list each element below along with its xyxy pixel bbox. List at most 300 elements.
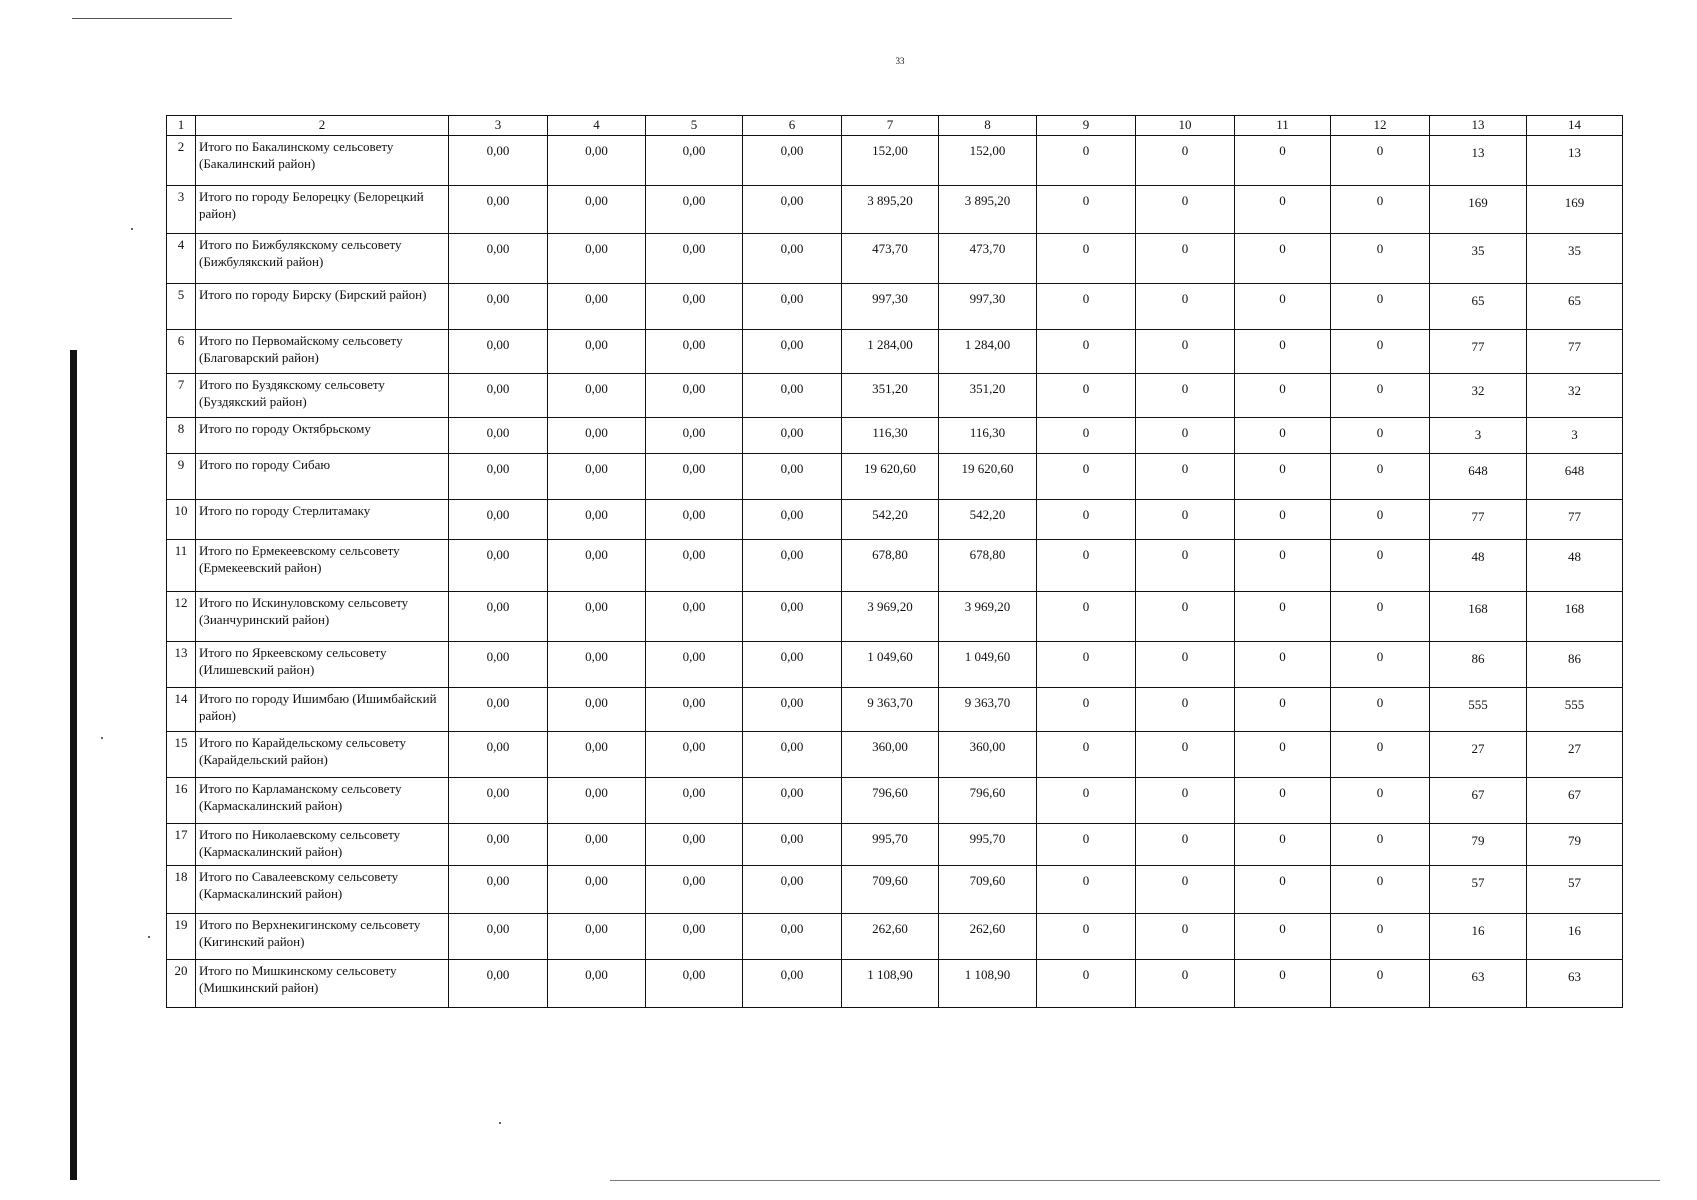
value-cell-col-4: 0,00 bbox=[548, 374, 646, 418]
value-cell-col-6: 0,00 bbox=[743, 688, 842, 732]
value-cell-col-14: 13 bbox=[1527, 136, 1623, 186]
value-cell-col-12: 0 bbox=[1331, 186, 1430, 234]
row-number-cell: 17 bbox=[167, 824, 196, 866]
value-cell-col-13: 3 bbox=[1430, 418, 1527, 454]
value-cell-col-5: 0,00 bbox=[646, 866, 743, 914]
row-name-cell: Итого по Верхнекигинскому сельсовету (Кигинский район) bbox=[196, 914, 449, 960]
report-table bbox=[166, 115, 1623, 1008]
value-cell-col-14: 48 bbox=[1527, 540, 1623, 592]
value-cell-col-10: 0 bbox=[1136, 688, 1235, 732]
value-cell-col-7: 473,70 bbox=[842, 234, 939, 284]
value-cell-col-8: 116,30 bbox=[939, 418, 1037, 454]
row-name-cell: Итого по Ермекеевскому сельсовету (Ермекеевский район) bbox=[196, 540, 449, 592]
value-cell-col-9: 0 bbox=[1037, 136, 1136, 186]
value-cell-col-8: 709,60 bbox=[939, 866, 1037, 914]
table-row bbox=[167, 136, 1623, 186]
value-cell-col-11: 0 bbox=[1235, 500, 1331, 540]
value-cell-col-14: 16 bbox=[1527, 914, 1623, 960]
value-cell-col-13: 555 bbox=[1430, 688, 1527, 732]
value-cell-col-10: 0 bbox=[1136, 186, 1235, 234]
value-cell-col-10: 0 bbox=[1136, 642, 1235, 688]
value-cell-col-9: 0 bbox=[1037, 960, 1136, 1008]
column-header-10: 10 bbox=[1136, 116, 1235, 136]
value-cell-col-10: 0 bbox=[1136, 374, 1235, 418]
row-number-cell: 3 bbox=[167, 186, 196, 234]
value-cell-col-8: 262,60 bbox=[939, 914, 1037, 960]
value-cell-col-12: 0 bbox=[1331, 540, 1430, 592]
value-cell-col-12: 0 bbox=[1331, 914, 1430, 960]
value-cell-col-9: 0 bbox=[1037, 454, 1136, 500]
table-row bbox=[167, 374, 1623, 418]
value-cell-col-6: 0,00 bbox=[743, 136, 842, 186]
value-cell-col-11: 0 bbox=[1235, 592, 1331, 642]
table-row bbox=[167, 592, 1623, 642]
scan-speck bbox=[131, 228, 133, 230]
value-cell-col-14: 63 bbox=[1527, 960, 1623, 1008]
value-cell-col-8: 3 969,20 bbox=[939, 592, 1037, 642]
value-cell-col-10: 0 bbox=[1136, 454, 1235, 500]
value-cell-col-8: 473,70 bbox=[939, 234, 1037, 284]
value-cell-col-10: 0 bbox=[1136, 284, 1235, 330]
value-cell-col-11: 0 bbox=[1235, 960, 1331, 1008]
value-cell-col-13: 57 bbox=[1430, 866, 1527, 914]
value-cell-col-7: 709,60 bbox=[842, 866, 939, 914]
value-cell-col-8: 1 049,60 bbox=[939, 642, 1037, 688]
value-cell-col-5: 0,00 bbox=[646, 500, 743, 540]
value-cell-col-12: 0 bbox=[1331, 136, 1430, 186]
row-number-cell: 19 bbox=[167, 914, 196, 960]
value-cell-col-5: 0,00 bbox=[646, 186, 743, 234]
value-cell-col-9: 0 bbox=[1037, 914, 1136, 960]
column-header-5: 5 bbox=[646, 116, 743, 136]
value-cell-col-13: 169 bbox=[1430, 186, 1527, 234]
value-cell-col-6: 0,00 bbox=[743, 186, 842, 234]
table-header-row bbox=[167, 116, 1623, 136]
value-cell-col-12: 0 bbox=[1331, 778, 1430, 824]
value-cell-col-13: 63 bbox=[1430, 960, 1527, 1008]
value-cell-col-12: 0 bbox=[1331, 234, 1430, 284]
value-cell-col-8: 678,80 bbox=[939, 540, 1037, 592]
column-header-7: 7 bbox=[842, 116, 939, 136]
column-header-6: 6 bbox=[743, 116, 842, 136]
value-cell-col-13: 16 bbox=[1430, 914, 1527, 960]
row-name-cell: Итого по городу Ишимбаю (Ишимбайский район) bbox=[196, 688, 449, 732]
value-cell-col-10: 0 bbox=[1136, 778, 1235, 824]
value-cell-col-5: 0,00 bbox=[646, 914, 743, 960]
table-row bbox=[167, 540, 1623, 592]
value-cell-col-5: 0,00 bbox=[646, 136, 743, 186]
value-cell-col-9: 0 bbox=[1037, 500, 1136, 540]
scan-speck bbox=[148, 936, 150, 938]
value-cell-col-10: 0 bbox=[1136, 234, 1235, 284]
row-name-cell: Итого по городу Бирску (Бирский район) bbox=[196, 284, 449, 330]
value-cell-col-9: 0 bbox=[1037, 374, 1136, 418]
value-cell-col-11: 0 bbox=[1235, 330, 1331, 374]
value-cell-col-13: 27 bbox=[1430, 732, 1527, 778]
value-cell-col-12: 0 bbox=[1331, 500, 1430, 540]
value-cell-col-13: 79 bbox=[1430, 824, 1527, 866]
value-cell-col-9: 0 bbox=[1037, 234, 1136, 284]
value-cell-col-9: 0 bbox=[1037, 418, 1136, 454]
table-row bbox=[167, 688, 1623, 732]
value-cell-col-12: 0 bbox=[1331, 960, 1430, 1008]
value-cell-col-6: 0,00 bbox=[743, 866, 842, 914]
value-cell-col-12: 0 bbox=[1331, 642, 1430, 688]
table-row bbox=[167, 234, 1623, 284]
value-cell-col-9: 0 bbox=[1037, 732, 1136, 778]
row-number-cell: 7 bbox=[167, 374, 196, 418]
value-cell-col-6: 0,00 bbox=[743, 592, 842, 642]
table-row bbox=[167, 866, 1623, 914]
value-cell-col-3: 0,00 bbox=[449, 234, 548, 284]
column-header-4: 4 bbox=[548, 116, 646, 136]
value-cell-col-8: 796,60 bbox=[939, 778, 1037, 824]
value-cell-col-3: 0,00 bbox=[449, 778, 548, 824]
value-cell-col-7: 1 049,60 bbox=[842, 642, 939, 688]
value-cell-col-5: 0,00 bbox=[646, 418, 743, 454]
row-name-cell: Итого по Бакалинскому сельсовету (Бакалинский район) bbox=[196, 136, 449, 186]
value-cell-col-4: 0,00 bbox=[548, 540, 646, 592]
column-header-11: 11 bbox=[1235, 116, 1331, 136]
value-cell-col-7: 542,20 bbox=[842, 500, 939, 540]
value-cell-col-6: 0,00 bbox=[743, 374, 842, 418]
value-cell-col-8: 542,20 bbox=[939, 500, 1037, 540]
page-number: 33 bbox=[895, 56, 905, 66]
value-cell-col-12: 0 bbox=[1331, 454, 1430, 500]
value-cell-col-9: 0 bbox=[1037, 866, 1136, 914]
value-cell-col-14: 555 bbox=[1527, 688, 1623, 732]
row-name-cell: Итого по Карайдельскому сельсовету (Карайдельский район) bbox=[196, 732, 449, 778]
row-number-cell: 6 bbox=[167, 330, 196, 374]
value-cell-col-14: 169 bbox=[1527, 186, 1623, 234]
row-name-cell: Итого по Буздякскому сельсовету (Буздякский район) bbox=[196, 374, 449, 418]
value-cell-col-5: 0,00 bbox=[646, 330, 743, 374]
row-number-cell: 18 bbox=[167, 866, 196, 914]
value-cell-col-10: 0 bbox=[1136, 540, 1235, 592]
value-cell-col-3: 0,00 bbox=[449, 592, 548, 642]
column-header-2: 2 bbox=[196, 116, 449, 136]
value-cell-col-11: 0 bbox=[1235, 374, 1331, 418]
value-cell-col-10: 0 bbox=[1136, 418, 1235, 454]
value-cell-col-10: 0 bbox=[1136, 824, 1235, 866]
value-cell-col-7: 19 620,60 bbox=[842, 454, 939, 500]
row-number-cell: 14 bbox=[167, 688, 196, 732]
value-cell-col-10: 0 bbox=[1136, 960, 1235, 1008]
value-cell-col-8: 995,70 bbox=[939, 824, 1037, 866]
value-cell-col-4: 0,00 bbox=[548, 824, 646, 866]
table-row bbox=[167, 960, 1623, 1008]
value-cell-col-11: 0 bbox=[1235, 824, 1331, 866]
value-cell-col-6: 0,00 bbox=[743, 330, 842, 374]
row-name-cell: Итого по Карламанскому сельсовету (Кармаскалинский район) bbox=[196, 778, 449, 824]
report-table-body bbox=[167, 116, 1623, 1008]
value-cell-col-14: 77 bbox=[1527, 500, 1623, 540]
value-cell-col-5: 0,00 bbox=[646, 778, 743, 824]
value-cell-col-7: 3 969,20 bbox=[842, 592, 939, 642]
column-header-9: 9 bbox=[1037, 116, 1136, 136]
row-name-cell: Итого по городу Октябрьскому bbox=[196, 418, 449, 454]
value-cell-col-8: 3 895,20 bbox=[939, 186, 1037, 234]
value-cell-col-6: 0,00 bbox=[743, 914, 842, 960]
value-cell-col-9: 0 bbox=[1037, 540, 1136, 592]
value-cell-col-9: 0 bbox=[1037, 642, 1136, 688]
column-header-13: 13 bbox=[1430, 116, 1527, 136]
value-cell-col-7: 152,00 bbox=[842, 136, 939, 186]
value-cell-col-14: 79 bbox=[1527, 824, 1623, 866]
row-name-cell: Итого по Мишкинскому сельсовету (Мишкинский район) bbox=[196, 960, 449, 1008]
row-number-cell: 10 bbox=[167, 500, 196, 540]
value-cell-col-14: 35 bbox=[1527, 234, 1623, 284]
value-cell-col-13: 35 bbox=[1430, 234, 1527, 284]
column-header-1: 1 bbox=[167, 116, 196, 136]
value-cell-col-11: 0 bbox=[1235, 642, 1331, 688]
value-cell-col-13: 32 bbox=[1430, 374, 1527, 418]
value-cell-col-13: 65 bbox=[1430, 284, 1527, 330]
table-row bbox=[167, 284, 1623, 330]
value-cell-col-7: 997,30 bbox=[842, 284, 939, 330]
value-cell-col-7: 3 895,20 bbox=[842, 186, 939, 234]
row-number-cell: 13 bbox=[167, 642, 196, 688]
row-name-cell: Итого по городу Белорецку (Белорецкий район) bbox=[196, 186, 449, 234]
value-cell-col-14: 86 bbox=[1527, 642, 1623, 688]
table-row bbox=[167, 824, 1623, 866]
value-cell-col-4: 0,00 bbox=[548, 330, 646, 374]
value-cell-col-5: 0,00 bbox=[646, 234, 743, 284]
value-cell-col-3: 0,00 bbox=[449, 500, 548, 540]
value-cell-col-10: 0 bbox=[1136, 592, 1235, 642]
row-name-cell: Итого по Николаевскому сельсовету (Кармаскалинский район) bbox=[196, 824, 449, 866]
value-cell-col-13: 168 bbox=[1430, 592, 1527, 642]
value-cell-col-7: 351,20 bbox=[842, 374, 939, 418]
value-cell-col-11: 0 bbox=[1235, 418, 1331, 454]
column-header-3: 3 bbox=[449, 116, 548, 136]
value-cell-col-5: 0,00 bbox=[646, 454, 743, 500]
value-cell-col-4: 0,00 bbox=[548, 454, 646, 500]
value-cell-col-6: 0,00 bbox=[743, 234, 842, 284]
value-cell-col-14: 67 bbox=[1527, 778, 1623, 824]
value-cell-col-9: 0 bbox=[1037, 824, 1136, 866]
value-cell-col-3: 0,00 bbox=[449, 914, 548, 960]
table-row bbox=[167, 418, 1623, 454]
value-cell-col-3: 0,00 bbox=[449, 642, 548, 688]
value-cell-col-3: 0,00 bbox=[449, 688, 548, 732]
value-cell-col-11: 0 bbox=[1235, 454, 1331, 500]
value-cell-col-12: 0 bbox=[1331, 688, 1430, 732]
row-number-cell: 16 bbox=[167, 778, 196, 824]
value-cell-col-7: 796,60 bbox=[842, 778, 939, 824]
row-name-cell: Итого по городу Сибаю bbox=[196, 454, 449, 500]
row-number-cell: 15 bbox=[167, 732, 196, 778]
value-cell-col-8: 360,00 bbox=[939, 732, 1037, 778]
value-cell-col-5: 0,00 bbox=[646, 284, 743, 330]
column-header-14: 14 bbox=[1527, 116, 1623, 136]
value-cell-col-4: 0,00 bbox=[548, 592, 646, 642]
value-cell-col-8: 19 620,60 bbox=[939, 454, 1037, 500]
value-cell-col-14: 27 bbox=[1527, 732, 1623, 778]
value-cell-col-5: 0,00 bbox=[646, 642, 743, 688]
row-name-cell: Итого по городу Стерлитамаку bbox=[196, 500, 449, 540]
value-cell-col-13: 13 bbox=[1430, 136, 1527, 186]
value-cell-col-12: 0 bbox=[1331, 418, 1430, 454]
value-cell-col-4: 0,00 bbox=[548, 914, 646, 960]
value-cell-col-5: 0,00 bbox=[646, 824, 743, 866]
value-cell-col-11: 0 bbox=[1235, 688, 1331, 732]
value-cell-col-4: 0,00 bbox=[548, 778, 646, 824]
table-row bbox=[167, 778, 1623, 824]
value-cell-col-3: 0,00 bbox=[449, 418, 548, 454]
value-cell-col-4: 0,00 bbox=[548, 688, 646, 732]
table-row bbox=[167, 732, 1623, 778]
value-cell-col-4: 0,00 bbox=[548, 866, 646, 914]
value-cell-col-6: 0,00 bbox=[743, 540, 842, 592]
value-cell-col-13: 48 bbox=[1430, 540, 1527, 592]
value-cell-col-7: 360,00 bbox=[842, 732, 939, 778]
value-cell-col-12: 0 bbox=[1331, 592, 1430, 642]
value-cell-col-14: 32 bbox=[1527, 374, 1623, 418]
value-cell-col-9: 0 bbox=[1037, 186, 1136, 234]
value-cell-col-13: 67 bbox=[1430, 778, 1527, 824]
table-row bbox=[167, 642, 1623, 688]
value-cell-col-4: 0,00 bbox=[548, 284, 646, 330]
top-rule-line bbox=[72, 18, 232, 19]
value-cell-col-4: 0,00 bbox=[548, 500, 646, 540]
row-number-cell: 4 bbox=[167, 234, 196, 284]
value-cell-col-14: 168 bbox=[1527, 592, 1623, 642]
value-cell-col-14: 77 bbox=[1527, 330, 1623, 374]
value-cell-col-13: 648 bbox=[1430, 454, 1527, 500]
value-cell-col-5: 0,00 bbox=[646, 540, 743, 592]
value-cell-col-7: 1 284,00 bbox=[842, 330, 939, 374]
value-cell-col-10: 0 bbox=[1136, 136, 1235, 186]
table-row bbox=[167, 500, 1623, 540]
value-cell-col-6: 0,00 bbox=[743, 732, 842, 778]
value-cell-col-13: 77 bbox=[1430, 500, 1527, 540]
value-cell-col-3: 0,00 bbox=[449, 732, 548, 778]
scan-speck bbox=[101, 737, 103, 739]
value-cell-col-4: 0,00 bbox=[548, 136, 646, 186]
value-cell-col-4: 0,00 bbox=[548, 418, 646, 454]
value-cell-col-14: 648 bbox=[1527, 454, 1623, 500]
value-cell-col-8: 1 108,90 bbox=[939, 960, 1037, 1008]
value-cell-col-9: 0 bbox=[1037, 688, 1136, 732]
value-cell-col-7: 1 108,90 bbox=[842, 960, 939, 1008]
value-cell-col-14: 3 bbox=[1527, 418, 1623, 454]
value-cell-col-3: 0,00 bbox=[449, 540, 548, 592]
table-row bbox=[167, 914, 1623, 960]
value-cell-col-9: 0 bbox=[1037, 330, 1136, 374]
value-cell-col-11: 0 bbox=[1235, 914, 1331, 960]
value-cell-col-11: 0 bbox=[1235, 778, 1331, 824]
value-cell-col-8: 1 284,00 bbox=[939, 330, 1037, 374]
value-cell-col-8: 152,00 bbox=[939, 136, 1037, 186]
value-cell-col-12: 0 bbox=[1331, 866, 1430, 914]
scan-edge-bar bbox=[70, 350, 77, 1180]
row-name-cell: Итого по Искинуловскому сельсовету (Зианчуринский район) bbox=[196, 592, 449, 642]
table-row bbox=[167, 454, 1623, 500]
value-cell-col-11: 0 bbox=[1235, 866, 1331, 914]
value-cell-col-9: 0 bbox=[1037, 592, 1136, 642]
bottom-rule-line bbox=[610, 1180, 1660, 1181]
value-cell-col-3: 0,00 bbox=[449, 186, 548, 234]
row-name-cell: Итого по Яркеевскому сельсовету (Илишевский район) bbox=[196, 642, 449, 688]
value-cell-col-4: 0,00 bbox=[548, 234, 646, 284]
value-cell-col-10: 0 bbox=[1136, 500, 1235, 540]
value-cell-col-4: 0,00 bbox=[548, 960, 646, 1008]
value-cell-col-6: 0,00 bbox=[743, 500, 842, 540]
value-cell-col-4: 0,00 bbox=[548, 186, 646, 234]
value-cell-col-11: 0 bbox=[1235, 234, 1331, 284]
value-cell-col-7: 678,80 bbox=[842, 540, 939, 592]
value-cell-col-11: 0 bbox=[1235, 732, 1331, 778]
value-cell-col-12: 0 bbox=[1331, 330, 1430, 374]
value-cell-col-5: 0,00 bbox=[646, 688, 743, 732]
row-number-cell: 8 bbox=[167, 418, 196, 454]
column-header-8: 8 bbox=[939, 116, 1037, 136]
value-cell-col-9: 0 bbox=[1037, 778, 1136, 824]
value-cell-col-11: 0 bbox=[1235, 540, 1331, 592]
value-cell-col-6: 0,00 bbox=[743, 824, 842, 866]
value-cell-col-6: 0,00 bbox=[743, 642, 842, 688]
value-cell-col-12: 0 bbox=[1331, 732, 1430, 778]
scan-speck bbox=[499, 1122, 501, 1124]
value-cell-col-11: 0 bbox=[1235, 136, 1331, 186]
value-cell-col-7: 995,70 bbox=[842, 824, 939, 866]
value-cell-col-8: 9 363,70 bbox=[939, 688, 1037, 732]
row-number-cell: 20 bbox=[167, 960, 196, 1008]
value-cell-col-10: 0 bbox=[1136, 330, 1235, 374]
value-cell-col-4: 0,00 bbox=[548, 732, 646, 778]
value-cell-col-10: 0 bbox=[1136, 866, 1235, 914]
column-header-12: 12 bbox=[1331, 116, 1430, 136]
row-name-cell: Итого по Бижбулякскому сельсовету (Бижбулякский район) bbox=[196, 234, 449, 284]
row-number-cell: 5 bbox=[167, 284, 196, 330]
value-cell-col-5: 0,00 bbox=[646, 732, 743, 778]
value-cell-col-3: 0,00 bbox=[449, 330, 548, 374]
value-cell-col-12: 0 bbox=[1331, 374, 1430, 418]
value-cell-col-9: 0 bbox=[1037, 284, 1136, 330]
value-cell-col-13: 77 bbox=[1430, 330, 1527, 374]
value-cell-col-3: 0,00 bbox=[449, 866, 548, 914]
value-cell-col-6: 0,00 bbox=[743, 454, 842, 500]
value-cell-col-6: 0,00 bbox=[743, 778, 842, 824]
value-cell-col-12: 0 bbox=[1331, 284, 1430, 330]
value-cell-col-3: 0,00 bbox=[449, 374, 548, 418]
value-cell-col-6: 0,00 bbox=[743, 284, 842, 330]
value-cell-col-8: 997,30 bbox=[939, 284, 1037, 330]
table-row bbox=[167, 186, 1623, 234]
value-cell-col-3: 0,00 bbox=[449, 284, 548, 330]
row-name-cell: Итого по Савалеевскому сельсовету (Кармаскалинский район) bbox=[196, 866, 449, 914]
value-cell-col-5: 0,00 bbox=[646, 960, 743, 1008]
value-cell-col-5: 0,00 bbox=[646, 374, 743, 418]
value-cell-col-10: 0 bbox=[1136, 914, 1235, 960]
row-number-cell: 9 bbox=[167, 454, 196, 500]
value-cell-col-14: 57 bbox=[1527, 866, 1623, 914]
row-number-cell: 11 bbox=[167, 540, 196, 592]
value-cell-col-3: 0,00 bbox=[449, 454, 548, 500]
value-cell-col-12: 0 bbox=[1331, 824, 1430, 866]
value-cell-col-6: 0,00 bbox=[743, 960, 842, 1008]
value-cell-col-3: 0,00 bbox=[449, 136, 548, 186]
value-cell-col-14: 65 bbox=[1527, 284, 1623, 330]
value-cell-col-13: 86 bbox=[1430, 642, 1527, 688]
value-cell-col-7: 9 363,70 bbox=[842, 688, 939, 732]
value-cell-col-7: 116,30 bbox=[842, 418, 939, 454]
value-cell-col-3: 0,00 bbox=[449, 824, 548, 866]
value-cell-col-3: 0,00 bbox=[449, 960, 548, 1008]
table-row bbox=[167, 330, 1623, 374]
value-cell-col-11: 0 bbox=[1235, 284, 1331, 330]
